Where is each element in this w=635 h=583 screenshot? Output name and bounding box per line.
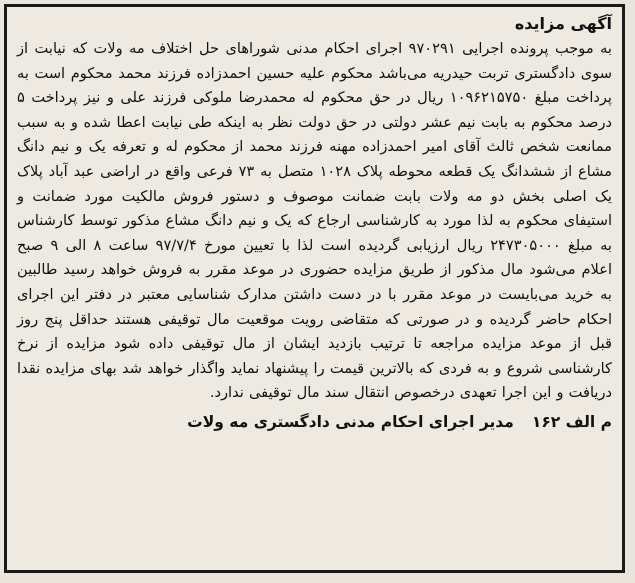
notice-signature: مدیر اجرای احکام مدنی دادگستری مه ولات: [187, 412, 514, 431]
notice-code: م الف ۱۶۲: [531, 412, 612, 431]
notice-footer: [17, 410, 612, 434]
auction-notice: [4, 4, 625, 573]
notice-body: به موجب پرونده اجرایی ۹۷۰۲۹۱ اجرای احکام مدنی شوراهای حل اختلاف مه ولات که نیابت از سوی دادگستری تربت حیدریه می‌باشد محکوم علیه حسین احمدزاده فرزند محمد محکوم است به پرداخت مبلغ ۱۰۹۶۲۱۵۷۵۰ ریال در حق محکوم له محمدرضا ملوکی فرزند علی و نیز پرداخت ۵ درصد محکوم به بابت نیم عشر دولتی در حق دولت نظر به اینکه طی نیابت اعطا شده و به سبب ممانعت شخص ثالث آقای امیر احمدزاده مهنه فرزند محمد از محکوم له و تعرفه یک و نیم دانگ مشاع از ششدانگ یک قطعه محوطه پلاک ۱۰۲۸ متصل به ۷۳ فرعی واقع در اراضی عبد آباد پلاک یک اصلی بخش دو مه ولات بابت ضمانت موصوف و دستور فروش مالکیت مورد ضمانت و استیفای محکوم به لذا مورد به کارشناسی ارجاع که یک و نیم دانگ مشاع مذکور توسط کارشناس به مبلغ ۲۴۷۳۰۵۰۰۰ ریال ارزیابی گردیده است لذا با تعیین مورخ ۹۷/۷/۴ ساعت ۸ الی ۹ صبح اعلام می‌شود مال مذکور از طریق مزایده حضوری در موعد مقرر به فروش خواهد رسید طالبین به خرید می‌بایست در موعد مقرر با در دست داشتن مدارک شناسایی معتبر در دفتر این اجرای احکام حاضر گردیده و در صورتی که متقاضی رویت موقعیت مال توقیفی هستند حداقل پنج روز قبل از موعد مزایده مراجعه تا ترتیب بازدید ایشان از مال توقیفی داده شود مزایده از نرخ کارشناسی شروع و به فردی که بالاترین قیمت را پیشنهاد نماید واگذار خواهد شد بهای مزایده نقدا دریافت و این اجرا تعهدی درخصوص انتقال سند مال توقیفی ندارد.: [17, 40, 612, 402]
notice-title: آگهی مزایده: [514, 14, 612, 33]
